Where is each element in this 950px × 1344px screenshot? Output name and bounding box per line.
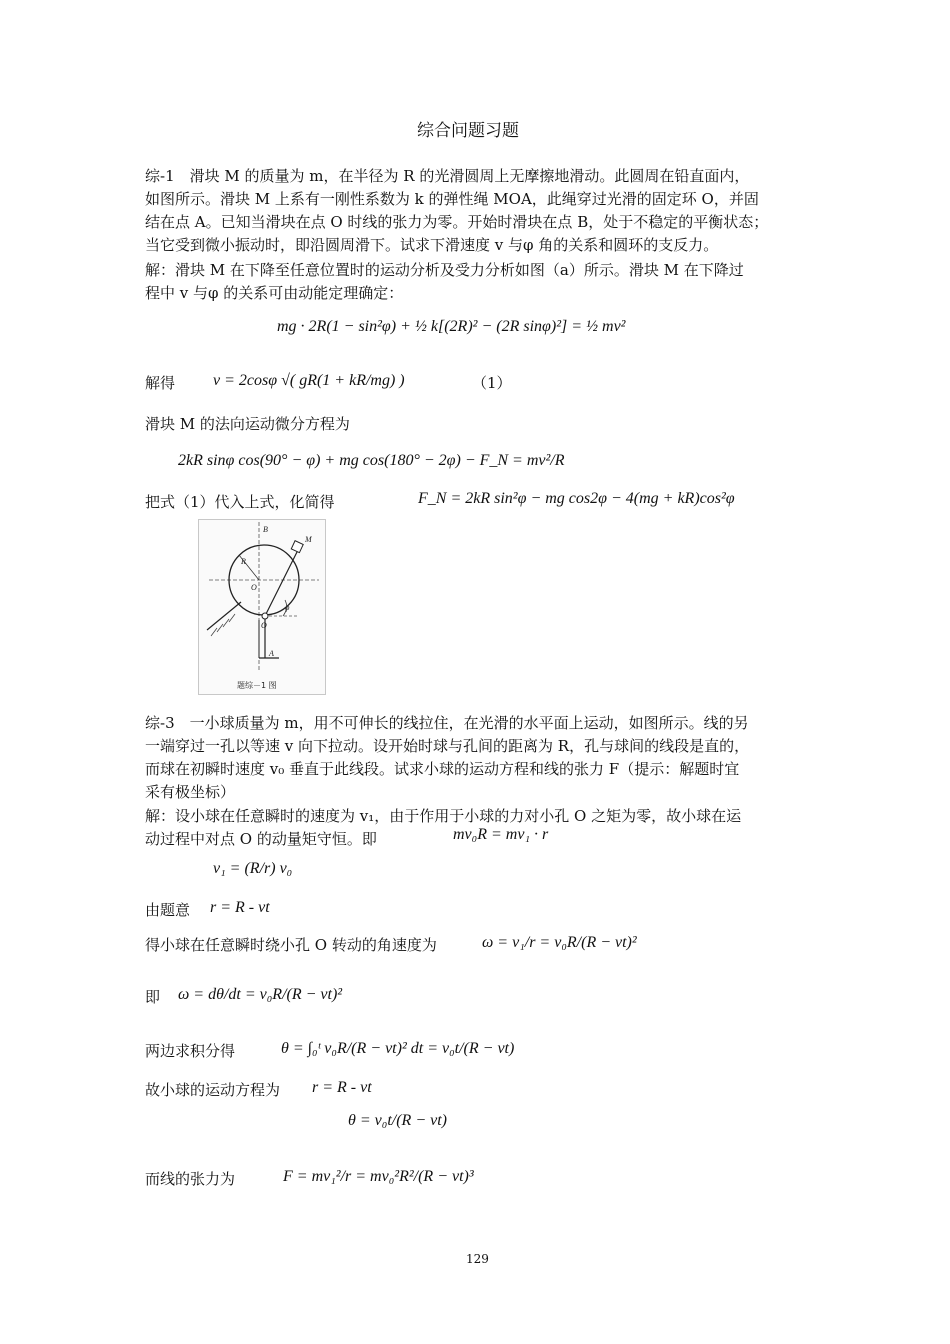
text-tension: 而线的张力为: [145, 1170, 236, 1188]
problem-3-line-2: 一端穿过一孔以等速 v 向下拉动。设开始时球与孔间的距离为 R，孔与球间的线段是直的，: [145, 737, 750, 755]
solution-3-line-2: 动过程中对点 O 的动量矩守恒。即: [145, 830, 377, 848]
text-ji: 即: [145, 988, 161, 1006]
text-normal-equation: 滑块 M 的法向运动微分方程为: [145, 415, 350, 433]
label-o-center: O: [251, 583, 257, 592]
label-b: B: [263, 525, 268, 534]
label-a: A: [269, 649, 274, 658]
page-title: 综合问题习题: [417, 121, 519, 141]
solution-1-line-2: 程中 v 与φ 的关系可由动能定理确定：: [145, 284, 404, 302]
problem-3-line-4: 采有极坐标）: [145, 783, 236, 801]
problem-3-line-1: 综-3 一小球质量为 m，用不可伸长的线拉住，在光滑的水平面上运动，如图所示。线的另: [145, 714, 749, 732]
equation-normal: 2kR sinφ cos(90° − φ) + mg cos(180° − 2φ) − F_N = mv²/R: [178, 452, 565, 469]
text-youti: 由题意: [145, 901, 191, 919]
label-m: M: [305, 535, 312, 544]
label-phi: φ: [285, 603, 290, 612]
equation-support-force: F_N = 2kR sin²φ − mg cos2φ − 4(mg + kR)cos²φ: [418, 490, 735, 507]
problem-1-line-2: 如图所示。滑块 M 上系有一刚性系数为 k 的弹性绳 MOA，此绳穿过光滑的固定环 O，并固: [145, 190, 759, 208]
figure-problem-1: [198, 519, 326, 695]
text-jiede: 解得: [145, 374, 176, 392]
text-angular-velocity: 得小球在任意瞬时绕小孔 O 转动的角速度为: [145, 936, 437, 954]
solution-3-line-1: 解：设小球在任意瞬时的速度为 v₁，由于作用于小球的力对小孔 O 之矩为零，故小球在运: [145, 807, 742, 825]
equation-v1: v₁ = (R/r) v₀: [213, 860, 293, 877]
equation-tension: F = mv₁²/r = mv₀²R²/(R − vt)³: [283, 1168, 474, 1185]
equation-velocity: v = 2cosφ √( gR(1 + kR/mg) ): [213, 372, 405, 389]
equation-r: r = R - vt: [210, 899, 270, 916]
text-motion-equation: 故小球的运动方程为: [145, 1081, 281, 1099]
equation-energy: mg · 2R(1 − sin²φ) + ½ k[(2R)² − (2R sinφ)²] = ½ mv²: [277, 318, 626, 335]
problem-1-line-1: 综-1 滑块 M 的质量为 m，在半径为 R 的光滑圆周上无摩擦地滑动。此圆周在铅直面内，: [145, 167, 750, 185]
equation-omega-derivative: ω = dθ/dt = v₀R/(R − vt)²: [178, 986, 343, 1003]
equation-momentum: mv₀R = mv₁ · r: [453, 826, 549, 843]
equation-r-final: r = R - vt: [312, 1079, 372, 1096]
figure-caption: 题综－1 图: [237, 681, 277, 690]
label-r: R: [241, 557, 246, 566]
equation-number-1: （1）: [472, 374, 512, 392]
equation-theta-final: θ = v₀t/(R − vt): [348, 1112, 447, 1129]
page-number: 129: [466, 1252, 489, 1266]
problem-3-line-3: 而球在初瞬时速度 v₀ 垂直于此线段。试求小球的运动方程和线的张力 F（提示：解题时宜: [145, 760, 740, 778]
solution-1-line-1: 解：滑块 M 在下降至任意位置时的运动分析及受力分析如图（a）所示。滑块 M 在下降过: [145, 261, 744, 279]
text-integrate: 两边求积分得: [145, 1042, 236, 1060]
problem-1-line-4: 当它受到微小振动时，即沿圆周滑下。试求下滑速度 v 与φ 角的关系和圆环的支反力。: [145, 236, 719, 254]
text-substitute: 把式（1）代入上式，化简得: [145, 493, 335, 511]
equation-omega: ω = v₁/r = v₀R/(R − vt)²: [482, 934, 637, 951]
equation-theta-integral: θ = ∫₀ᵗ v₀R/(R − vt)² dt = v₀t/(R − vt): [281, 1040, 515, 1057]
problem-1-line-3: 结在点 A。已知当滑块在点 O 时线的张力为零。开始时滑块在点 B，处于不稳定的平衡状态；: [145, 213, 769, 231]
label-o-ring: O: [261, 621, 267, 630]
circle-diagram: [199, 520, 325, 694]
